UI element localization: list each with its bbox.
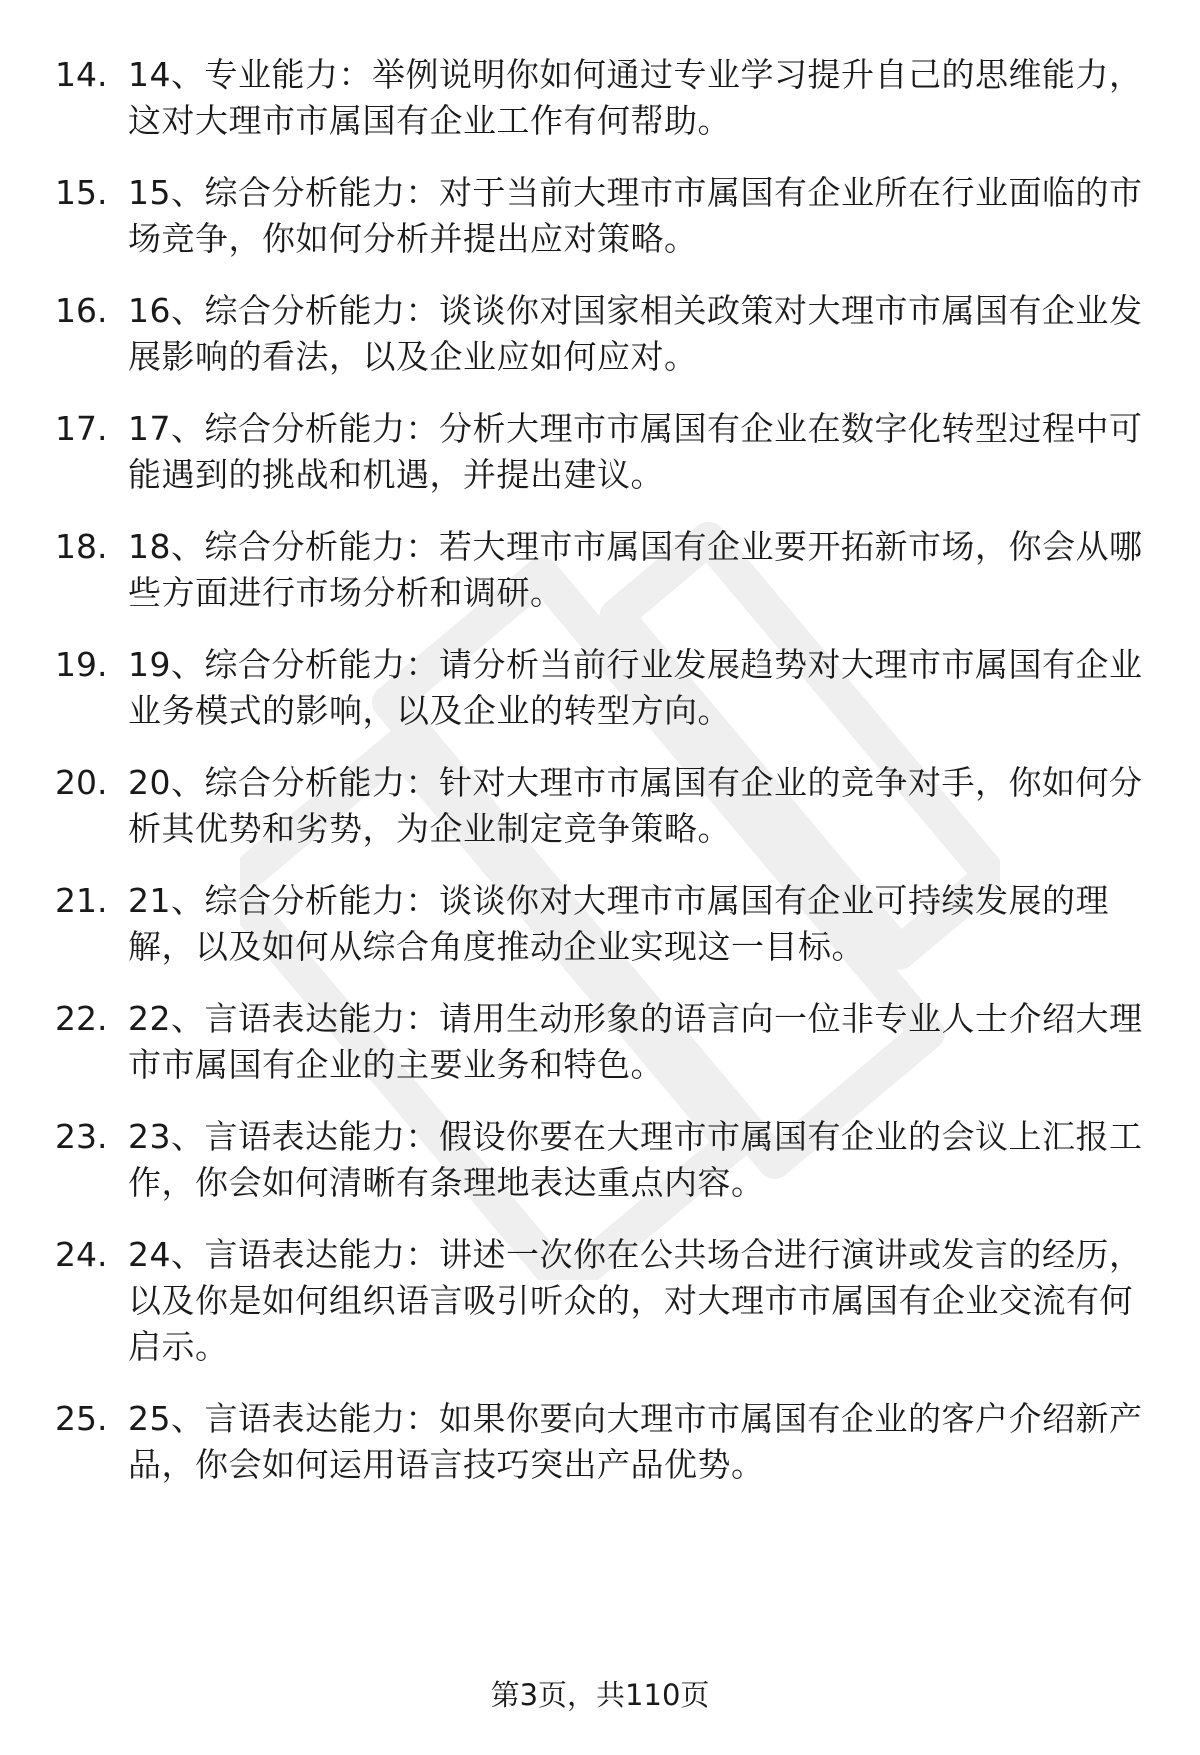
question-text: 24、言语表达能力：讲述一次你在公共场合进行演讲或发言的经历，以及你是如何组织语言吸引听众的，对大理市市属国有企业交流有何启示。 <box>128 1235 1143 1366</box>
question-number: 24. <box>55 1235 108 1274</box>
question-text: 23、言语表达能力：假设你要在大理市市属国有企业的会议上汇报工作，你会如何清晰有条理地表达重点内容。 <box>128 1117 1143 1202</box>
list-item <box>0 288 1200 380</box>
question-number: 16. <box>55 291 108 330</box>
question-number: 18. <box>55 527 108 566</box>
list-item <box>0 524 1200 616</box>
page-footer: 第3页，共110页 <box>490 1678 710 1712</box>
list-item <box>0 1114 1200 1206</box>
question-text: 15、综合分析能力：对于当前大理市市属国有企业所在行业面临的市场竞争，你如何分析并提出应对策略。 <box>128 173 1143 258</box>
list-item <box>0 406 1200 498</box>
list-item <box>0 878 1200 970</box>
list-item <box>0 760 1200 852</box>
list-item <box>0 52 1200 144</box>
question-number: 14. <box>55 55 108 94</box>
question-text: 20、综合分析能力：针对大理市市属国有企业的竞争对手，你如何分析其优势和劣势，为企业制定竞争策略。 <box>128 763 1143 848</box>
question-list <box>0 52 1200 1514</box>
question-number: 23. <box>55 1117 108 1156</box>
question-text: 16、综合分析能力：谈谈你对国家相关政策对大理市市属国有企业发展影响的看法，以及企业应如何应对。 <box>128 291 1143 376</box>
list-item <box>0 1396 1200 1488</box>
list-item <box>0 170 1200 262</box>
question-text: 22、言语表达能力：请用生动形象的语言向一位非专业人士介绍大理市市属国有企业的主要业务和特色。 <box>128 999 1143 1084</box>
question-text: 17、综合分析能力：分析大理市市属国有企业在数字化转型过程中可能遇到的挑战和机遇，并提出建议。 <box>128 409 1143 494</box>
question-number: 21. <box>55 881 108 920</box>
question-number: 22. <box>55 999 108 1038</box>
question-text: 14、专业能力：举例说明你如何通过专业学习提升自己的思维能力，这对大理市市属国有企业工作有何帮助。 <box>128 55 1143 140</box>
question-text: 21、综合分析能力：谈谈你对大理市市属国有企业可持续发展的理解，以及如何从综合角度推动企业实现这一目标。 <box>128 881 1109 966</box>
question-number: 15. <box>55 173 108 212</box>
question-number: 17. <box>55 409 108 448</box>
list-item <box>0 642 1200 734</box>
question-text: 19、综合分析能力：请分析当前行业发展趋势对大理市市属国有企业业务模式的影响，以及企业的转型方向。 <box>128 645 1143 730</box>
question-number: 25. <box>55 1399 108 1438</box>
question-number: 20. <box>55 763 108 802</box>
question-text: 25、言语表达能力：如果你要向大理市市属国有企业的客户介绍新产品，你会如何运用语言技巧突出产品优势。 <box>128 1399 1143 1484</box>
list-item <box>0 996 1200 1088</box>
question-text: 18、综合分析能力：若大理市市属国有企业要开拓新市场，你会从哪些方面进行市场分析和调研。 <box>128 527 1143 612</box>
question-number: 19. <box>55 645 108 684</box>
list-item <box>0 1232 1200 1370</box>
